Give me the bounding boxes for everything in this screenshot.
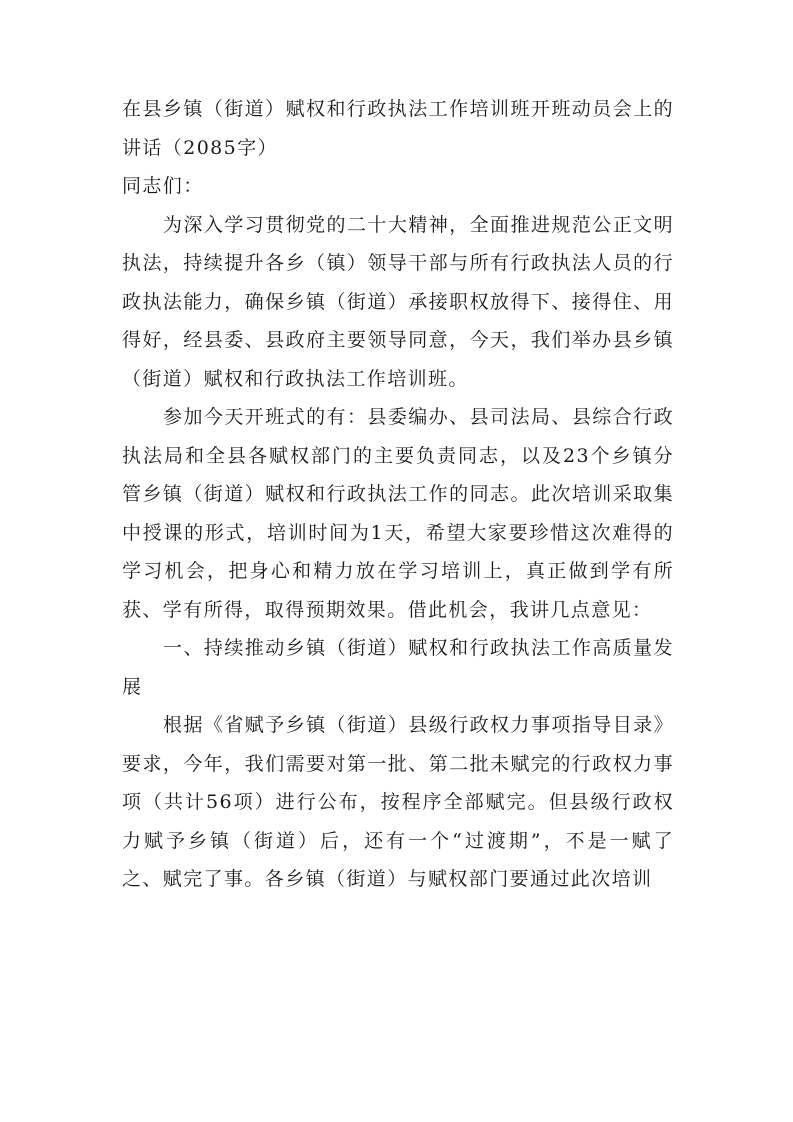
section-heading: 一、持续推动乡镇（街道）赋权和行政执法工作高质量发展	[122, 637, 674, 698]
document-title: 在县乡镇（街道）赋权和行政执法工作培训班开班动员会上的讲话（2085字）	[122, 98, 674, 159]
salutation: 同志们：	[122, 175, 204, 197]
paragraph: 根据《省赋予乡镇（街道）县级行政权力事项指导目录》要求，今年，我们需要对第一批、第二批未赋完的行政权力事项（共计56项）进行公布，按程序全部赋完。但县级行政权力赋予乡镇（街道）后，还有一个“过渡期”，不是一赋了之、赋完了事。各乡镇（街道）与赋权部门要通过此次培训	[122, 714, 674, 890]
paragraph: 为深入学习贯彻党的二十大精神，全面推进规范公正文明执法，持续提升各乡（镇）领导干部与所有行政执法人员的行政执法能力，确保乡镇（街道）承接职权放得下、接得住、用得好，经县委、县政府主要领导同意，今天，我们举办县乡镇（街道）赋权和行政执法工作培训班。	[122, 213, 674, 390]
paragraph: 参加今天开班式的有：县委编办、县司法局、县综合行政执法局和全县各赋权部门的主要负责同志，以及23个乡镇分管乡镇（街道）赋权和行政执法工作的同志。此次培训采取集中授课的形式，培训时间为1天，希望大家要珍惜这次难得的学习机会，把身心和精力放在学习培训上，真正做到学有所获、学有所得，取得预期效果。借此机会，我讲几点意见：	[122, 406, 674, 621]
document-body	[122, 90, 674, 899]
